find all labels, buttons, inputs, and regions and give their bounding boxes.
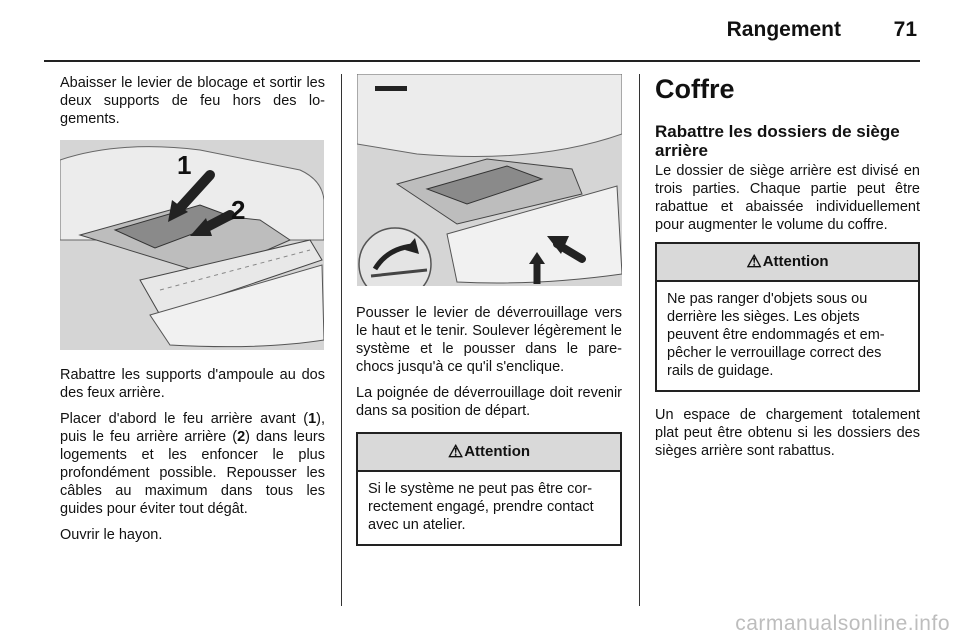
- attention-header-1: [358, 434, 620, 472]
- watermark: carmanualsonline.info: [735, 612, 950, 635]
- warning-icon: ⚠: [447, 442, 464, 461]
- page-title: Rangement: [726, 18, 841, 41]
- figure-callout-2: 2: [231, 195, 246, 225]
- attention-text-2: Ne pas ranger d'objets sous ou derrière les sièges. Les objets peuvent être endommagés et empêcher le verrouillage correct des rails de guidage.: [667, 291, 885, 379]
- col1-para3: Placer d'abord le feu arrière avant (1), puis le feu arrière arrière (2) dans leurs logements et les enfoncer le plus profondément possible. Repousser les câbles au maximum dans tous les guides pour éviter tout dégât.: [60, 411, 325, 517]
- figure-light-supports: [60, 140, 324, 350]
- col2-para1: Pousser le levier de déverrouillage vers le haut et le tenir. Soulever légèrement le système et le pousser dans le pare-chocs jusqu'à ce qu'il s'enclique.: [356, 305, 622, 375]
- column-3: [655, 74, 920, 468]
- attention-header-2: [657, 244, 918, 282]
- column-1-lower: [60, 366, 325, 552]
- col1-para2: Rabattre les supports d'ampoule au dos des feux arrière.: [60, 367, 325, 401]
- bumper-illustration-2: [357, 74, 622, 286]
- attention-box-2: [655, 242, 920, 392]
- attention-label-1: Attention: [464, 443, 531, 460]
- column-1: [60, 74, 325, 136]
- col1-para1: Abaisser le levier de blocage et sortir les deux supports de feu hors des logements.: [60, 75, 325, 127]
- header-rule: [44, 60, 920, 62]
- section-subtitle: Rabattre les dossiers de siège arrière: [655, 122, 900, 160]
- col2-para2: La poignée de déverrouillage doit revenir dans sa position de départ.: [356, 385, 622, 419]
- warning-icon: ⚠: [746, 252, 762, 271]
- col3-para1: Le dossier de siège arrière est divisé en trois parties. Chaque partie peut être rabattue et abaissée individuellement pour augmenter le volume du coffre.: [655, 163, 920, 233]
- column-2: [356, 304, 622, 546]
- page-header: [44, 10, 917, 58]
- attention-box-1: [356, 432, 622, 546]
- bumper-illustration-1: [60, 140, 324, 350]
- attention-label-2: Attention: [762, 253, 829, 270]
- page-number: 71: [893, 18, 917, 41]
- figure-callout-1: 1: [177, 150, 192, 180]
- column-divider-1: [341, 74, 342, 606]
- col3-para2: Un espace de chargement totalement plat peut être obtenu si les dossiers des sièges arrière sont rabattus.: [655, 407, 920, 459]
- column-divider-2: [639, 74, 640, 606]
- attention-text-1: Si le système ne peut pas être correctement engagé, prendre contact avec un atelier.: [368, 481, 594, 533]
- figure-release-lever: [357, 74, 622, 286]
- section-title: Coffre: [655, 74, 735, 104]
- col1-para4: Ouvrir le hayon.: [60, 527, 163, 543]
